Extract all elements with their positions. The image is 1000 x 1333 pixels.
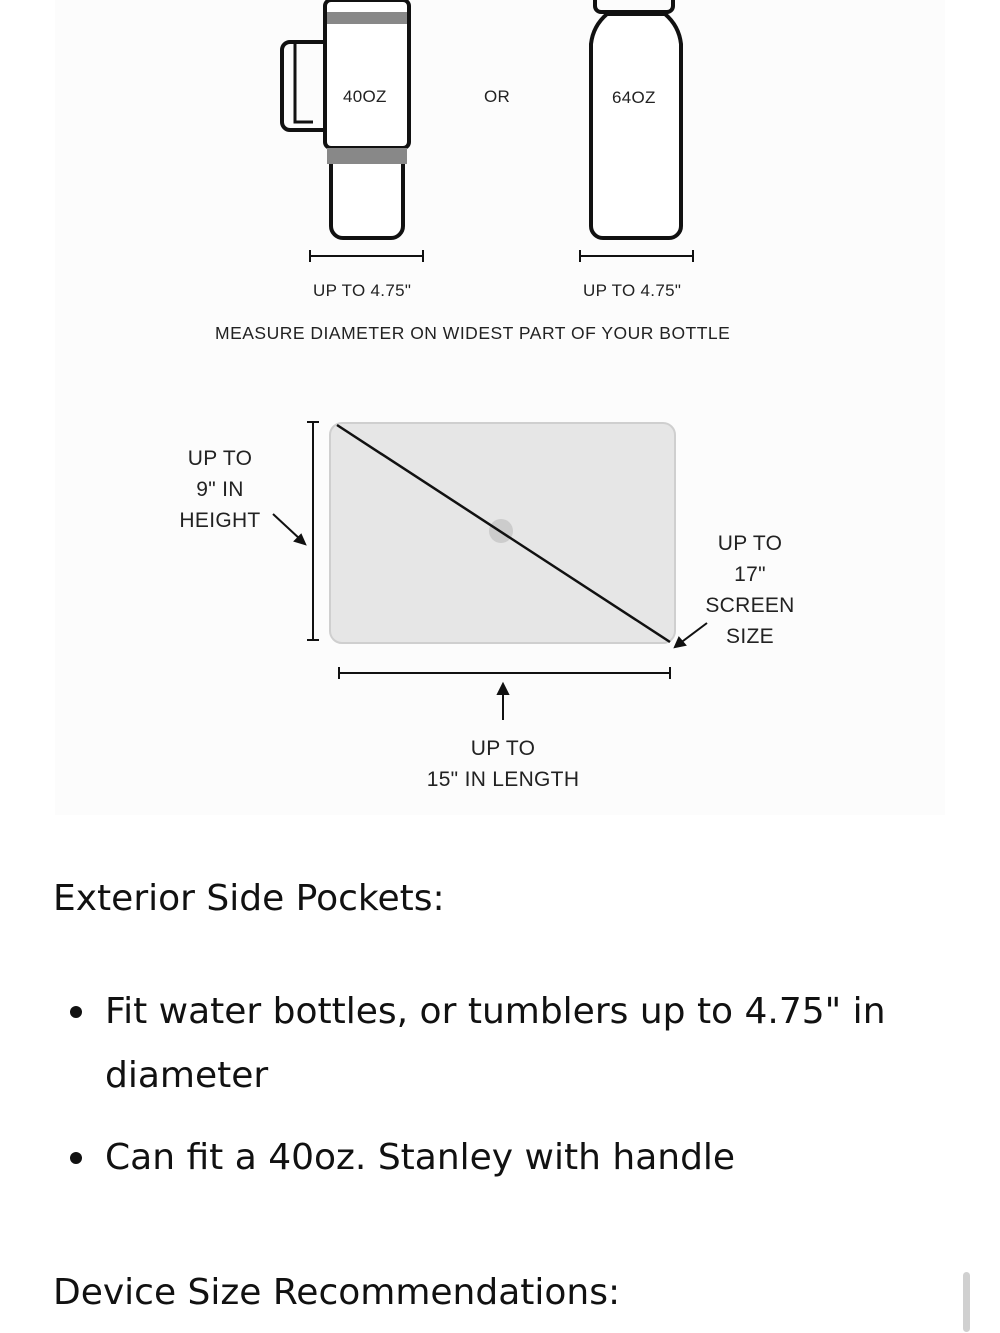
- height-dimension-line: [307, 422, 319, 640]
- height-label-line: 9" IN: [196, 478, 244, 501]
- screen-label-line: SIZE: [726, 625, 774, 648]
- exterior-pockets-heading: Exterior Side Pockets:: [53, 878, 445, 919]
- bottle-icon: [591, 0, 681, 238]
- list-item: Fit water bottles, or tumblers up to 4.75" in diameter: [60, 980, 940, 1108]
- size-diagram-drawing: [55, 0, 945, 815]
- tumbler-size-label: 40OZ: [343, 87, 387, 106]
- screen-label-line: SCREEN: [705, 594, 795, 617]
- screen-label-line: UP TO: [717, 532, 783, 555]
- height-label-line: HEIGHT: [179, 509, 261, 532]
- bottle-width-label: UP TO 4.75": [583, 281, 682, 300]
- or-label: OR: [484, 87, 511, 106]
- length-arrow-icon: [498, 684, 508, 720]
- height-label: [160, 443, 280, 536]
- size-diagram: [55, 0, 945, 815]
- length-label-line: 15" IN LENGTH: [426, 768, 580, 791]
- length-dimension-line: [339, 667, 670, 679]
- screen-label-line: 17": [734, 563, 766, 586]
- height-label-line: UP TO: [187, 447, 253, 470]
- measure-note: MEASURE DIAMETER ON WIDEST PART OF YOUR BOTTLE: [215, 323, 731, 343]
- list-item: Can fit a 40oz. Stanley with handle: [60, 1126, 940, 1190]
- screen-size-label: [685, 528, 815, 652]
- scrollbar-thumb[interactable]: [963, 1272, 970, 1332]
- tumbler-width-label: UP TO 4.75": [313, 281, 412, 300]
- tumbler-icon: [282, 0, 409, 238]
- length-label-line: UP TO: [470, 737, 536, 760]
- laptop-icon: [330, 423, 675, 643]
- device-size-heading: Device Size Recommendations:: [53, 1272, 621, 1313]
- exterior-pockets-list: [60, 980, 940, 1208]
- width-dimension-lines: [310, 250, 693, 262]
- length-label: [393, 733, 613, 795]
- bottle-size-label: 64OZ: [612, 88, 656, 107]
